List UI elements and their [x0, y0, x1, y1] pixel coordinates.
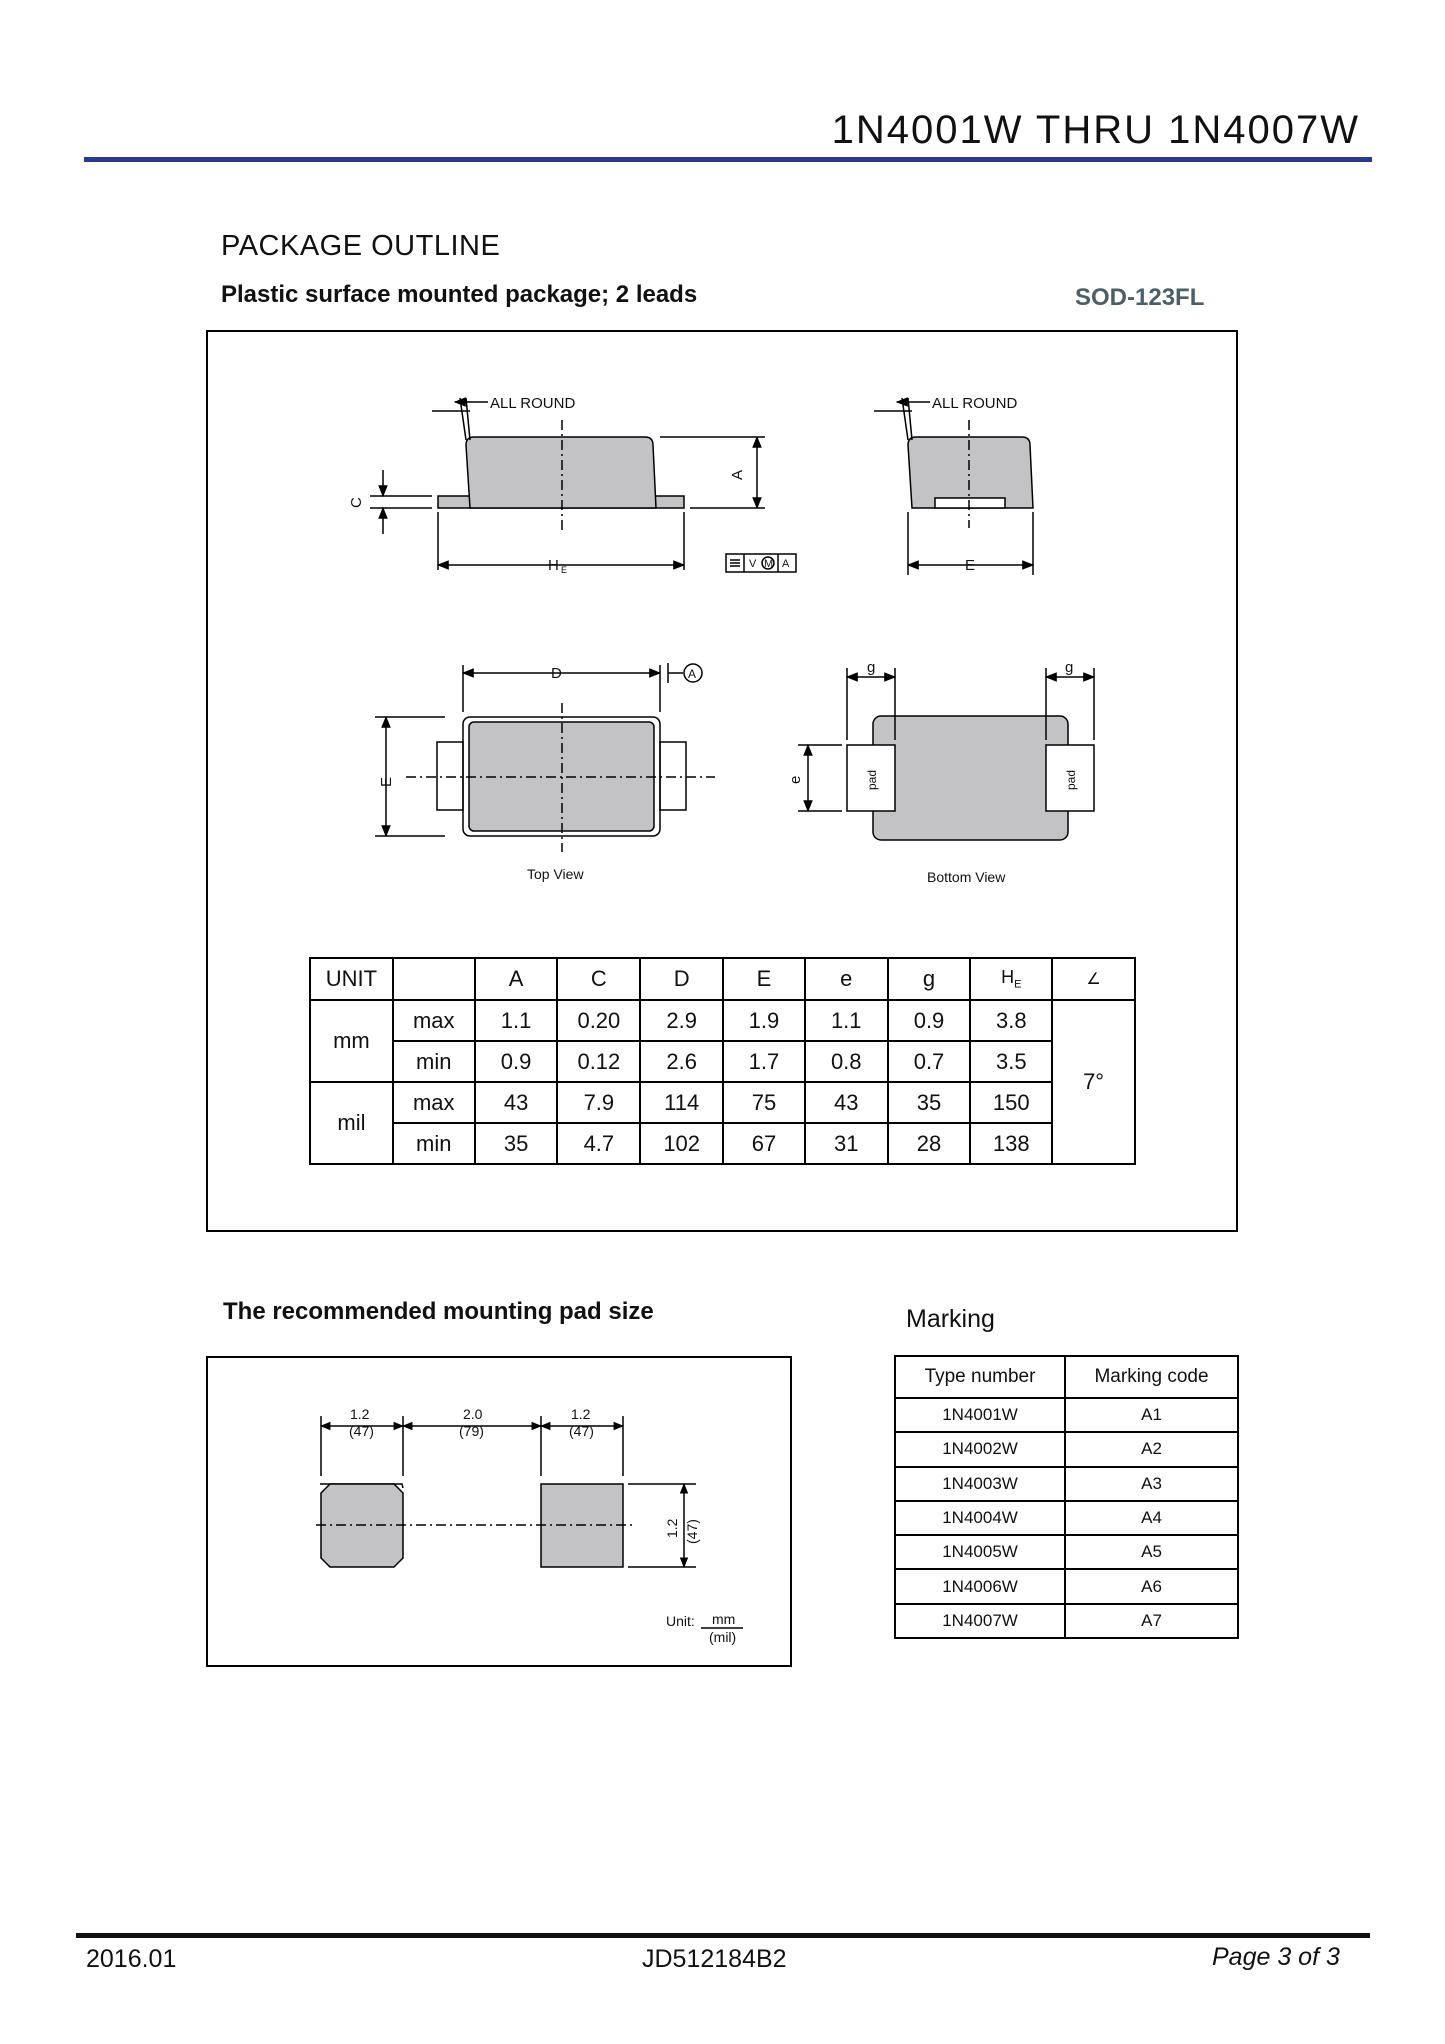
unit-mm: mm — [712, 1611, 736, 1627]
pad-height-mil: (47) — [684, 1519, 700, 1544]
unit-mil: mil — [310, 1082, 393, 1164]
tol-a: A — [782, 558, 790, 570]
section-title: PACKAGE OUTLINE — [221, 230, 501, 262]
cell: 43 — [805, 1082, 888, 1123]
row-kind: max — [393, 1082, 475, 1123]
cell: 1.1 — [805, 1000, 888, 1041]
dim-c-label: C — [348, 497, 365, 508]
cell: 2.9 — [640, 1000, 723, 1041]
cell: 150 — [970, 1082, 1052, 1123]
cell: 102 — [640, 1123, 723, 1164]
marking-header-row — [895, 1356, 1238, 1398]
datum-a-label: A — [688, 667, 697, 681]
type-number: 1N4002W — [895, 1432, 1065, 1466]
unit-label: Unit: — [666, 1613, 695, 1629]
header-e: E — [723, 958, 805, 1000]
pad-section-title: The recommended mounting pad size — [223, 1298, 654, 1325]
cell: 0.9 — [888, 1000, 971, 1041]
cell: 3.8 — [970, 1000, 1052, 1041]
footer-page-number: Page 3 of 3 — [1212, 1943, 1340, 1971]
cell: 0.7 — [888, 1041, 971, 1082]
cell: 138 — [970, 1123, 1052, 1164]
table-row — [310, 1123, 1135, 1164]
header-c: C — [557, 958, 640, 1000]
cell: 0.9 — [475, 1041, 558, 1082]
table-row — [310, 1000, 1135, 1041]
table-row — [310, 1041, 1135, 1082]
pad-dim-3-mm: 1.2 — [571, 1406, 591, 1422]
cell: 3.5 — [970, 1041, 1052, 1082]
all-round-label-1: ALL ROUND — [490, 395, 576, 412]
table-row — [310, 1082, 1135, 1123]
document-title: 1N4001W THRU 1N4007W — [831, 108, 1360, 152]
footer-date: 2016.01 — [86, 1945, 177, 1973]
cell: 114 — [640, 1082, 723, 1123]
marking-code: A5 — [1065, 1535, 1238, 1569]
pad-dim-2-mil: (79) — [459, 1423, 484, 1439]
pad-dim-1-mm: 1.2 — [350, 1406, 370, 1422]
section-subtitle: Plastic surface mounted package; 2 leads — [221, 281, 698, 308]
tol-v: V — [749, 558, 757, 570]
header-e-small: e — [805, 958, 888, 1000]
table-row — [895, 1398, 1238, 1432]
side-view-short — [874, 398, 1033, 575]
header-blank — [393, 958, 475, 1000]
top-view-caption: Top View — [527, 866, 584, 882]
side-view-long — [370, 398, 796, 572]
footer-rule — [76, 1933, 1370, 1938]
table-row — [895, 1501, 1238, 1535]
header-unit: UNIT — [310, 958, 393, 1000]
marking-code: A3 — [1065, 1467, 1238, 1501]
cell: 7.9 — [557, 1082, 640, 1123]
marking-code: A1 — [1065, 1398, 1238, 1432]
marking-code: A2 — [1065, 1432, 1238, 1466]
header-d: D — [640, 958, 723, 1000]
top-view — [375, 663, 715, 852]
marking-title: Marking — [906, 1305, 995, 1333]
package-code: SOD-123FL — [1075, 284, 1205, 311]
cell: 31 — [805, 1123, 888, 1164]
row-kind: max — [393, 1000, 475, 1041]
unit-mm: mm — [310, 1000, 393, 1082]
type-number: 1N4001W — [895, 1398, 1065, 1432]
marking-code: A7 — [1065, 1604, 1238, 1638]
cell: 0.20 — [557, 1000, 640, 1041]
type-number: 1N4004W — [895, 1501, 1065, 1535]
pad-label-left: pad — [865, 769, 879, 790]
row-kind: min — [393, 1123, 475, 1164]
dim-g-label-left: g — [867, 659, 876, 676]
cell: 35 — [888, 1082, 971, 1123]
table-row — [895, 1569, 1238, 1603]
pad-dim-1-mil: (47) — [349, 1423, 374, 1439]
type-number: 1N4006W — [895, 1569, 1065, 1603]
cell: 4.7 — [557, 1123, 640, 1164]
dim-e-small-label: e — [787, 775, 804, 784]
header-a: A — [475, 958, 558, 1000]
cell: 1.1 — [475, 1000, 558, 1041]
cell: 0.12 — [557, 1041, 640, 1082]
pad-drawing — [206, 1356, 792, 1667]
tol-m: M — [764, 558, 774, 570]
dimension-table — [309, 957, 1136, 1165]
header-he: $H_E$ — [970, 958, 1052, 1000]
header-angle: ∠ — [1052, 958, 1135, 1000]
dim-he-label: H — [548, 557, 559, 574]
marking-header-code: Marking code — [1065, 1356, 1238, 1398]
pad-height-mm: 1.2 — [664, 1518, 680, 1538]
type-number: 1N4007W — [895, 1604, 1065, 1638]
pad-label-right: pad — [1064, 769, 1078, 790]
dim-e-label: E — [965, 557, 976, 574]
cell: 1.9 — [723, 1000, 805, 1041]
cell: 0.8 — [805, 1041, 888, 1082]
dim-g-label-right: g — [1065, 659, 1074, 676]
marking-code: A6 — [1065, 1569, 1238, 1603]
dim-e-top-label: E — [378, 776, 395, 787]
dim-a-label: A — [729, 469, 746, 480]
type-number: 1N4003W — [895, 1467, 1065, 1501]
all-round-label-2: ALL ROUND — [932, 395, 1018, 412]
pad-dim-2-mm: 2.0 — [463, 1406, 483, 1422]
type-number: 1N4005W — [895, 1535, 1065, 1569]
footer-doc-number: JD512184B2 — [642, 1945, 787, 1973]
table-row — [895, 1467, 1238, 1501]
table-row — [895, 1432, 1238, 1466]
table-row — [895, 1535, 1238, 1569]
header-g: g — [888, 958, 971, 1000]
row-kind: min — [393, 1041, 475, 1082]
package-outline-drawing — [0, 0, 1445, 960]
cell: 35 — [475, 1123, 558, 1164]
dim-d-label: D — [551, 665, 562, 682]
cell: 67 — [723, 1123, 805, 1164]
cell: 1.7 — [723, 1041, 805, 1082]
table-row — [895, 1604, 1238, 1638]
marking-table — [894, 1355, 1239, 1639]
cell: 2.6 — [640, 1041, 723, 1082]
dim-he-sub: E — [561, 565, 568, 575]
cell: 75 — [723, 1082, 805, 1123]
cell: 43 — [475, 1082, 558, 1123]
pad-dim-3-mil: (47) — [569, 1423, 594, 1439]
angle-value: 7° — [1052, 1000, 1135, 1164]
marking-header-type: Type number — [895, 1356, 1065, 1398]
marking-code: A4 — [1065, 1501, 1238, 1535]
table-header-row — [310, 958, 1135, 1000]
cell: 28 — [888, 1123, 971, 1164]
bottom-view-caption: Bottom View — [927, 869, 1006, 885]
unit-mil: (mil) — [709, 1629, 737, 1645]
bottom-view — [798, 668, 1094, 840]
